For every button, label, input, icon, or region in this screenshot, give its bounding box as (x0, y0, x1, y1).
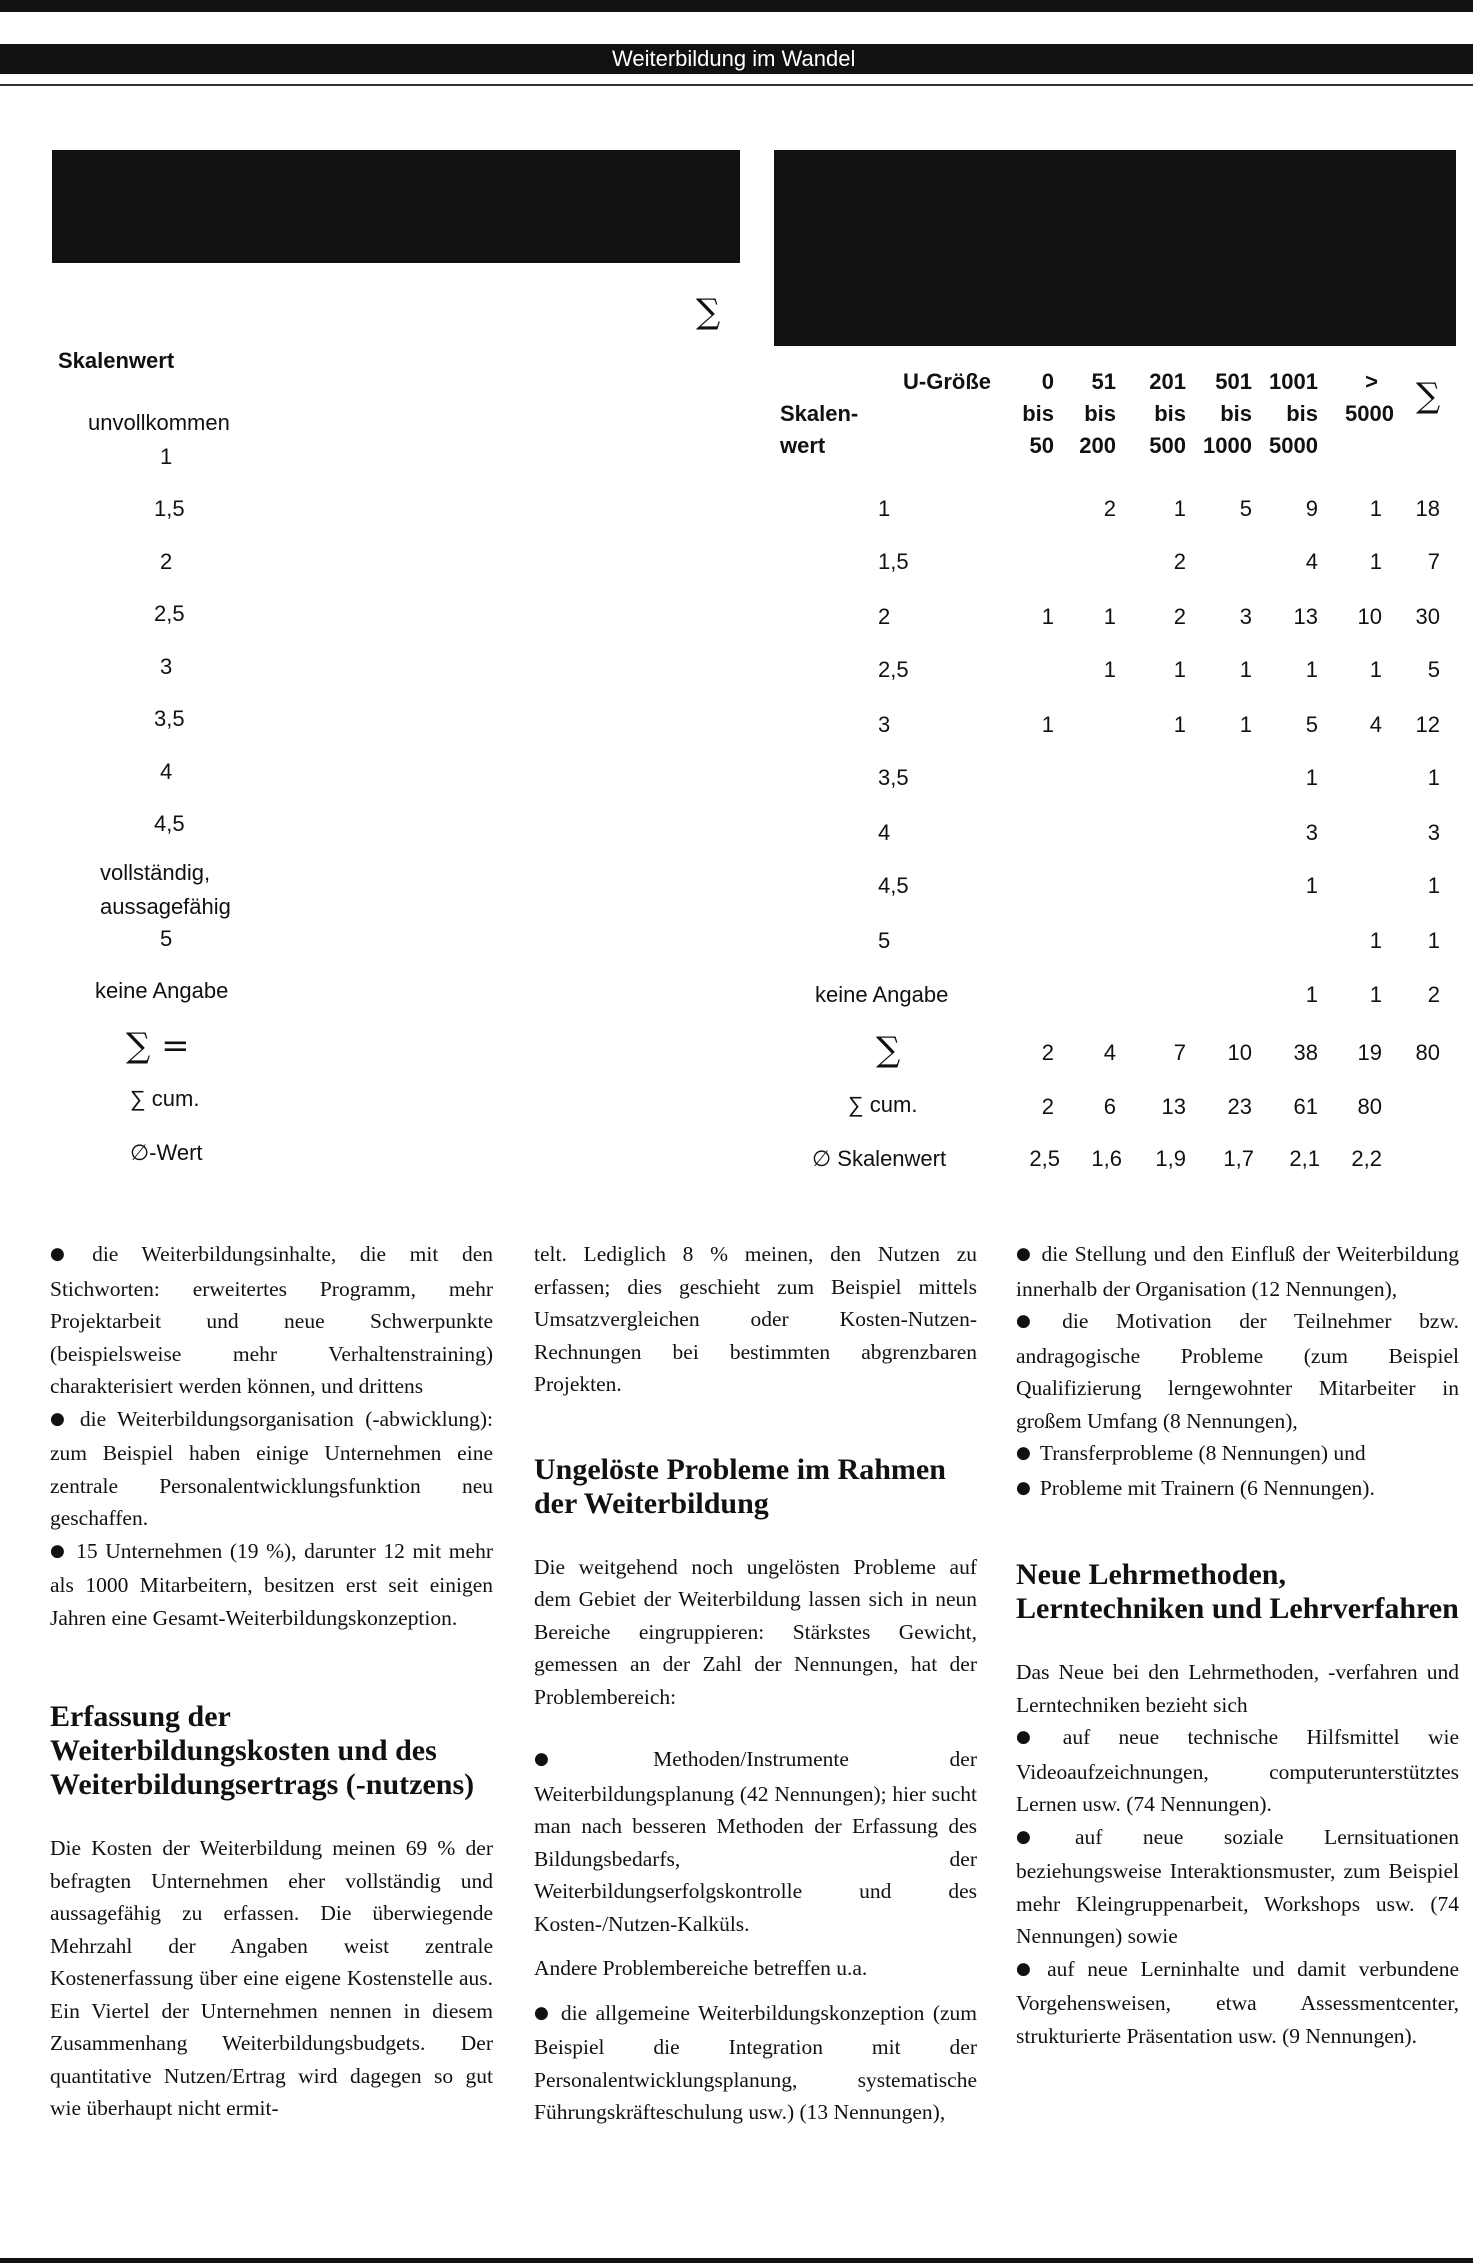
t1-cum-label: ∑ cum. (130, 1086, 200, 1111)
t2-cell: 13 (1293, 604, 1318, 629)
t2-row-label: 2 (878, 604, 891, 629)
t2-row-label: 4 (878, 820, 891, 845)
t2-cell: 4 (1369, 712, 1382, 737)
t2-head-r1-c2: 201 (1149, 369, 1186, 394)
t2-head-r1-c4: 1001 (1269, 369, 1318, 394)
t1-row-label: vollständig, (100, 860, 211, 885)
t2-avg-cell: 2,2 (1351, 1146, 1382, 1171)
t2-cum-cell: 2 (1041, 1094, 1054, 1119)
t2-cell: 5 (1239, 496, 1252, 521)
t1-row-label: 2,5 (154, 601, 185, 626)
t2-sum-cell: 7 (1173, 1040, 1186, 1065)
col2-paragraph-1: telt. Lediglich 8 % meinen, den Nutzen zu erfassen; dies geschieht zum Beispiel mittels Umsatzvergleichen oder Kosten-Nutzen-Rechnungen bei bestimmten abgrenzbaren Projekten. (534, 1242, 977, 1396)
t2-cell: 1 (1369, 928, 1382, 953)
col3-paragraph-1: Das Neue bei den Lehrmethoden, -verfahren und Lerntechniken bezieht sich (1016, 1660, 1459, 1717)
col3-bullet-6: ● auf neue soziale Lernsituationen beziehungsweise Interaktionsmuster, zum Beispiel mehr Kleingruppenarbeit, Workshops usw. (74 Nennungen) sowie (1016, 1821, 1459, 1953)
t2-cell: 1 (1427, 928, 1440, 953)
t2-cell: 2 (1103, 496, 1116, 521)
t2-cum-label: ∑ cum. (848, 1092, 918, 1117)
t2-cell: 2 (1173, 549, 1186, 574)
t2-head-r3-c2: 500 (1149, 433, 1186, 458)
t2-cell: 18 (1415, 496, 1440, 521)
t1-row-label: 3,5 (154, 706, 185, 731)
t2-cell: 1 (1239, 712, 1252, 737)
t2-cell: 3 (1427, 820, 1440, 845)
col2-bullet-1: ● Methoden/Instrumente der Weiterbildungsplanung (42 Nennungen); hier sucht man nach besseren Methoden der Erfassung des Bildungsbedarfs, der Weiterbildungserfolgskontrolle und des Kosten-/Nutzen-Kalküls. (534, 1743, 977, 1940)
t2-cell: 1 (1305, 657, 1318, 682)
col1-bullet-2: ● die Weiterbildungsorganisation (-abwicklung): zum Beispiel haben einige Unternehmen eine zentrale Personalentwicklungsfunktion neu geschaffen. (50, 1403, 493, 1535)
text-column-2 (534, 1238, 977, 2129)
t2-cell: 4 (1305, 549, 1318, 574)
t2-sum-cell: 10 (1227, 1040, 1252, 1065)
t1-sum-label: ∑ = (126, 1026, 190, 1066)
t2-cell: 1 (1369, 657, 1382, 682)
t2-avg-label: ∅ Skalenwert (812, 1146, 947, 1171)
t2-cell: 5 (1427, 657, 1440, 682)
t2-head-r2-c0: bis (1022, 401, 1054, 426)
running-header-title: Weiterbildung im Wandel (612, 46, 856, 71)
t2-head-r2-c4: bis (1286, 401, 1318, 426)
t2-avg-cell: 1,7 (1223, 1146, 1254, 1171)
t2-cell: 10 (1357, 604, 1382, 629)
t2-cell: 1 (1369, 982, 1382, 1007)
t2-cell: 1 (1103, 657, 1116, 682)
t2-row-label: 5 (878, 928, 891, 953)
t2-head-r3-c3: 1000 (1203, 433, 1252, 458)
t2-head-r3-c0: 50 (1029, 433, 1054, 458)
t2-cell: 1 (1041, 604, 1054, 629)
t2-cell: 1 (1369, 549, 1382, 574)
t2-cell: 1 (1173, 657, 1186, 682)
t2-cell: 1 (1173, 496, 1186, 521)
t2-cell: 9 (1305, 496, 1318, 521)
t1-avg-label: ∅-Wert (130, 1140, 203, 1165)
t2-skalen-1: Skalen- (780, 401, 859, 426)
t2-cum-cell: 80 (1357, 1094, 1382, 1119)
t2-cell: 7 (1427, 549, 1440, 574)
t2-cell: 1 (1041, 712, 1054, 737)
t1-row-label: keine Angabe (95, 978, 229, 1003)
t2-cell: 1 (1173, 712, 1186, 737)
t2-row-label: 1,5 (878, 549, 909, 574)
col2-paragraph-2: Die weitgehend noch ungelösten Probleme auf dem Gebiet der Weiterbildung lassen sich in neun Bereiche eingruppieren: Stärkstes Gewicht, gemessen an der Zahl der Nennungen, hat der Problembereich: (534, 1554, 977, 1709)
t2-cell: 2 (1427, 982, 1440, 1007)
t2-sum-cell: 2 (1041, 1040, 1054, 1065)
t2-row-label: 3,5 (878, 765, 909, 790)
t2-head-r2-c2: bis (1154, 401, 1186, 426)
t2-head-r1-c0: 0 (1041, 369, 1054, 394)
bottom-rule (0, 2258, 1473, 2263)
col1-heading: Erfassung der Weiterbildungskosten und des Weiterbildungsertrags (-nutzens) (50, 1700, 475, 1801)
t2-sum-cell: 38 (1293, 1040, 1318, 1065)
t2-cell: 5 (1305, 712, 1318, 737)
col3-heading: Neue Lehrmethoden, Lerntechniken und Lehrverfahren (1016, 1558, 1459, 1625)
col3-bullet-2: ● die Motivation der Teilnehmer bzw. andragogische Probleme (zum Beispiel Qualifizierung lerngewohnter Mitarbeiter in großem Umfang (8 Nennungen), (1016, 1305, 1459, 1437)
text-column-3 (1016, 1238, 1459, 2052)
t2-sum-cell: 80 (1415, 1040, 1440, 1065)
t2-row-label: 2,5 (878, 657, 909, 682)
t2-cell: 1 (1305, 873, 1318, 898)
text-column-1 (50, 1238, 493, 2125)
t1-row-label: 3 (160, 654, 173, 679)
t2-sum-cell: 19 (1357, 1040, 1382, 1065)
t2-head-r2-c5: 5000 (1345, 401, 1394, 426)
col2-heading: Ungelöste Probleme im Rahmen der Weiterbildung (534, 1452, 946, 1520)
col3-bullet-1: ● die Stellung und den Einfluß der Weiterbildung innerhalb der Organisation (12 Nennungen), (1016, 1238, 1459, 1305)
col1-bullet-3: ● 15 Unternehmen (19 %), darunter 12 mit mehr als 1000 Mitarbeitern, besitzen erst seit einigen Jahren eine Gesamt-Weiterbildungskonzeption. (50, 1535, 493, 1635)
t2-cell: 1 (1305, 765, 1318, 790)
t1-row-label: aussagefähig (100, 894, 231, 919)
t2-avg-cell: 1,9 (1155, 1146, 1186, 1171)
t2-head-r1-c1: 51 (1091, 369, 1116, 394)
col3-bullet-4: ● Probleme mit Trainern (6 Nennungen). (1016, 1472, 1459, 1507)
t2-cell: 1 (1369, 496, 1382, 521)
t2-cell: 1 (1427, 765, 1440, 790)
col2-bullet-2: ● die allgemeine Weiterbildungskonzeption (zum Beispiel die Integration mit der Personalentwicklungsplanung, systematische Führungskräfteschulung usw.) (13 Nennungen), (534, 1997, 977, 2129)
t2-row-label: 4,5 (878, 873, 909, 898)
col3-bullet-3: ● Transferprobleme (8 Nennungen) und (1016, 1437, 1459, 1472)
t2-avg-cell: 2,1 (1289, 1146, 1320, 1171)
col3-bullet-5: ● auf neue technische Hilfsmittel wie Videoaufzeichnungen, computerunterstütztes Lernen usw. (74 Nennungen). (1016, 1721, 1459, 1821)
t2-head-r3-c4: 5000 (1269, 433, 1318, 458)
t2-sum-cell: 4 (1103, 1040, 1116, 1065)
t1-row-label: 4,5 (154, 811, 185, 836)
col3-bullet-7: ● auf neue Lerninhalte und damit verbundene Vorgehensweisen, etwa Assessmentcenter, strukturierte Präsentation usw. (9 Nennungen). (1016, 1953, 1459, 2053)
t2-cell: 30 (1415, 604, 1440, 629)
t2-cum-cell: 13 (1161, 1094, 1186, 1119)
t1-row-label: 4 (160, 759, 173, 784)
t2-avg-cell: 2,5 (1029, 1146, 1060, 1171)
t2-head-r3-c1: 200 (1079, 433, 1116, 458)
t2-cell: 3 (1305, 820, 1318, 845)
t2-head-r1-c5: > (1365, 369, 1378, 394)
t1-row-label: 1,5 (154, 496, 185, 521)
t2-cum-cell: 6 (1103, 1094, 1116, 1119)
table-right-caption-box (774, 150, 1456, 346)
t2-cell: 2 (1173, 604, 1186, 629)
t2-row-label: 3 (878, 712, 891, 737)
col2-paragraph-3: Andere Problembereiche betreffen u.a. (534, 1956, 868, 1980)
t2-cell: 1 (1239, 657, 1252, 682)
t2-head-label: U-Größe (903, 369, 991, 394)
t2-sigma-head: ∑ (1416, 376, 1441, 416)
t2-head-r2-c1: bis (1084, 401, 1116, 426)
t2-skalen-2: wert (780, 433, 826, 458)
t1-sigma-head: ∑ (696, 292, 721, 332)
t2-sum-label: ∑ (876, 1030, 901, 1070)
t2-avg-cell: 1,6 (1091, 1146, 1122, 1171)
t1-row-label: 2 (160, 549, 173, 574)
t2-cell: 12 (1415, 712, 1440, 737)
t2-row-label: keine Angabe (815, 982, 949, 1007)
col1-bullet-1: ● die Weiterbildungsinhalte, die mit den Stichworten: erweitertes Programm, mehr Projektarbeit und neue Schwerpunkte (beispielsweise mehr Verhaltenstraining) charakterisiert werden können, und drittens (50, 1238, 493, 1403)
t2-head-r1-c3: 501 (1215, 369, 1252, 394)
t2-cum-cell: 23 (1227, 1094, 1252, 1119)
t1-head-label-3: Skalenwert (58, 348, 175, 373)
col1-paragraph-1: Die Kosten der Weiterbildung meinen 69 % der befragten Unternehmen eher vollständig und aussagefähig zu erfassen. Die überwiegende Mehrzahl der Angaben weist zentrale Kostenerfassung über eine eigene Kostenstelle aus. Ein Viertel der Unternehmen nennen in diesem Zusammenhang Weiterbildungsbudgets. Der quantitative Nutzen/Ertrag wird dagegen so gut wie überhaupt nicht ermit- (50, 1836, 493, 2120)
t2-row-label: 1 (878, 496, 891, 521)
t2-cell: 1 (1305, 982, 1318, 1007)
t2-cell: 3 (1239, 604, 1252, 629)
t1-row-label: unvollkommen (88, 410, 230, 435)
t1-row-label: 5 (160, 926, 173, 951)
t2-head-r2-c3: bis (1220, 401, 1252, 426)
t2-cell: 1 (1427, 873, 1440, 898)
t2-cell: 1 (1103, 604, 1116, 629)
t2-cum-cell: 61 (1293, 1094, 1318, 1119)
t1-row-label: 1 (160, 444, 173, 469)
